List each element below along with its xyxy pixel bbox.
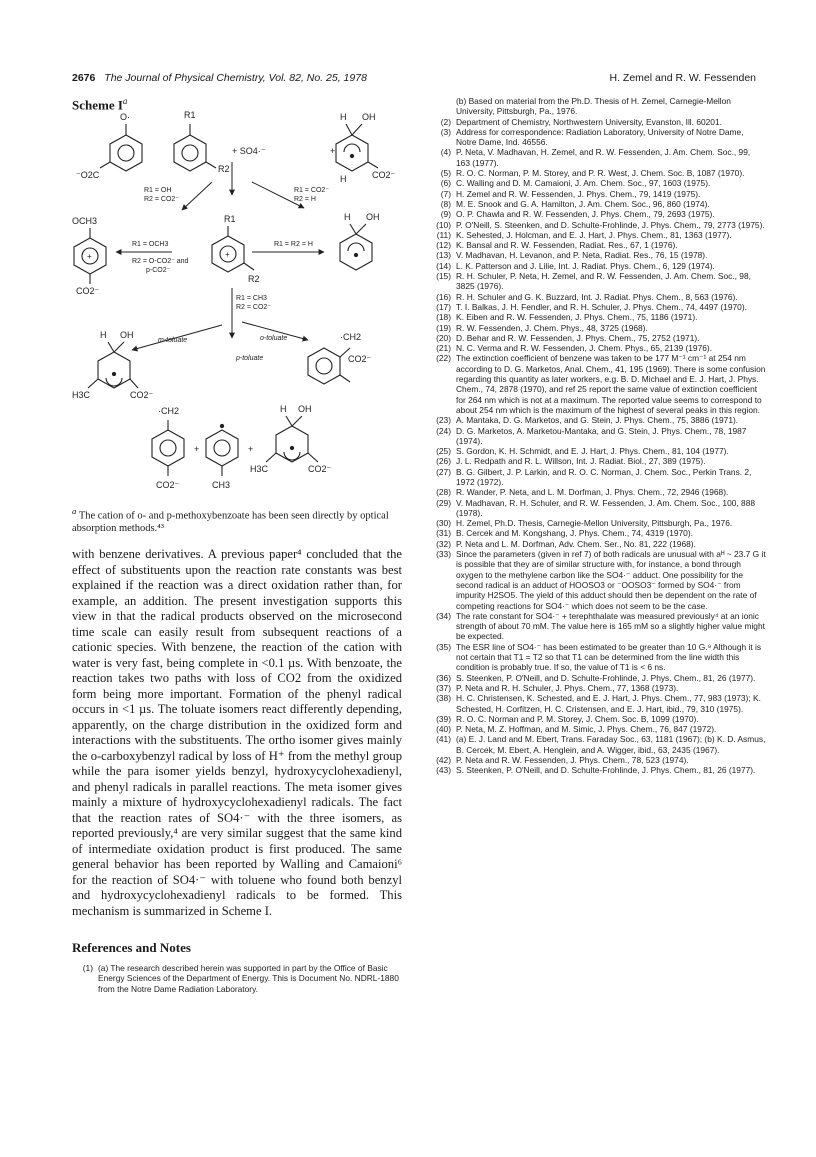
reference-text: P. Neta and R. H. Schuler, J. Phys. Chem., 77, 1368 (1973). (456, 682, 679, 693)
hydroxycyclohexadienyl-toluate-molecule (88, 342, 138, 388)
reference-item (430, 147, 766, 168)
arrow-to-left-top (182, 182, 212, 210)
r2-label-top: R2 (218, 164, 230, 174)
reference-item (430, 178, 766, 188)
reference-number: (1) (82, 963, 93, 973)
h-label-top: H (340, 112, 347, 122)
o-radical-label: O· (120, 112, 130, 122)
reference-text: P. Neta, M. Z. Hoffman, and M. Simic, J. Phys. Chem., 76, 847 (1972). (456, 724, 717, 735)
reference-text: (a) E. J. Land and M. Ebert, Trans. Faraday Soc., 63, 1181 (1967); (b) K. D. Asmus, B. Cercek, M. Ebert, A. Henglein, and A. Wigger, ibid., 63, 2435 (1967). (456, 734, 766, 755)
reference-text: N. C. Verma and R. W. Fessenden, J. Chem. Phys., 65, 2139 (1976). (456, 343, 713, 354)
reference-number: (36) (436, 672, 451, 683)
carboxylate-lower-right: CO2⁻ (348, 354, 372, 364)
reference-item (430, 220, 766, 230)
carboxylate-mid-left-label: CO2⁻ (76, 286, 100, 296)
carboxylate-lower-left: CO2⁻ (130, 390, 154, 400)
reference-number: (27) (436, 466, 451, 477)
reference-number: (9) (440, 209, 451, 220)
references-list-left (72, 963, 402, 994)
arrow-to-right-top (252, 182, 304, 208)
reference-text: V. Madhavan, R. H. Schuler, and R. W. Fessenden, J. Am. Chem. Soc., 100, 888 (1978). (456, 497, 756, 518)
condition-mid-left-1: R1 = OCH3 (132, 241, 169, 248)
reference-text: (a) The research described herein was supported in part by the Office of Basic Energy Sciences of the Department of Energy. This is Document No. NDRL-1880 from the Notre Dame Radiation Laboratory. (98, 963, 399, 994)
reference-text: B. G. Gilbert, J. P. Larkin, and R. O. C. Norman, J. Chem. Soc., Perkin Trans. 2, 1972 (1972). (456, 466, 752, 487)
carboxylate-bottom-right: CO2⁻ (308, 464, 332, 474)
reference-text: H. Zemel and R. W. Fessenden, J. Phys. Chem., 79, 1419 (1975). (456, 188, 701, 199)
reference-item (72, 963, 402, 994)
reference-text: T. I. Balkas, J. H. Fendler, and R. H. Schuler, J. Phys. Chem., 74, 4497 (1970). (456, 301, 747, 312)
reference-number: (4) (440, 147, 451, 158)
reference-number: (5) (440, 168, 451, 179)
footnote-text: The cation of o- and p-methoxybenzoate has been seen directly by optical absorption methods.⁴³ (72, 510, 389, 534)
reference-item (430, 456, 766, 466)
reference-number: (37) (436, 682, 451, 693)
methyl-bottom-right: H3C (250, 464, 269, 474)
reference-number: (25) (436, 446, 451, 457)
reference-text: A. Mantaka, D. G. Marketos, and G. Stein, J. Phys. Chem., 75, 3886 (1971). (456, 415, 739, 426)
r2-label-mid: R2 (248, 274, 260, 284)
reference-item (430, 734, 766, 755)
reference-item (430, 724, 766, 734)
plus-sign-top: + (330, 146, 336, 156)
reference-item (430, 199, 766, 209)
reference-text: K. Sehested, J. Holcman, and E. J. Hart, J. Phys. Chem., 81, 1363 (1977). (456, 229, 732, 240)
oh-label-lower-left: OH (120, 330, 134, 340)
hydroxycyclohexadienyl-para-molecule (266, 416, 318, 462)
journal-citation: The Journal of Physical Chemistry, Vol. 82, No. 25, 1978 (104, 72, 367, 84)
plus-charge-left: + (87, 252, 92, 261)
reference-item (430, 611, 766, 642)
reference-text: J. L. Redpath and R. L. Willson, Int. J. Radiat. Biol., 27, 389 (1975). (456, 456, 706, 467)
reference-item (430, 518, 766, 528)
condition-top-right-1: R1 = CO2⁻ (294, 187, 330, 194)
condition-mid-right: R1 = R2 = H (274, 241, 313, 248)
reference-item (430, 230, 766, 240)
reference-item (430, 240, 766, 250)
reference-number: (30) (436, 518, 451, 529)
scheme-title: Scheme $I^a$ (72, 96, 128, 113)
plus-sign-bottom-2: + (248, 444, 254, 454)
oh-label-top: OH (362, 112, 376, 122)
condition-top-left-2: R2 = CO2⁻ (144, 196, 180, 203)
reference-text: The extinction coefficient of benzene was taken to be 177 M⁻¹ cm⁻¹ at 254 nm according to D. G. Marketos, Anal. Chem., 41, 195 (1969). There is some confusion regarding this quantity as later workers, e.g. B. D. Michael and E. J. Hart, J. Phys. Chem., 74, 2878 (1970), and ref 25 report the same value of extinction coefficient for 264 nm which is not at a maximum. The reported value seems to correspond to about 254 nm which is the maximum of the highest of several peaks in this region. (456, 353, 766, 415)
sulfate-radical-label: + SO4·⁻ (232, 146, 266, 156)
reference-number: (28) (436, 487, 451, 498)
carboxylate-top-right-label: CO2⁻ (372, 170, 396, 180)
reference-number: (20) (436, 332, 451, 343)
reference-item (430, 343, 766, 353)
reference-item (430, 539, 766, 549)
reference-text: R. W. Fessenden, J. Chem. Phys., 48, 3725 (1968). (456, 322, 648, 333)
m-toluate-label: m-toluate (158, 337, 188, 344)
reference-item (430, 312, 766, 322)
carboxybenzyl-para-molecule (152, 420, 184, 476)
cation-intermediate-molecule (212, 226, 254, 272)
methylene-radical-bottom: ·CH2 (158, 406, 180, 416)
reference-number: (16) (436, 291, 451, 302)
reference-text: P. Neta, V. Madhavan, H. Zemel, and R. W. Fessenden, J. Am. Chem. Soc., 99, 163 (1977). (456, 147, 751, 168)
plus-sign-bottom-1: + (194, 444, 200, 454)
reference-number: (23) (436, 415, 451, 426)
reference-text: K. Bansal and R. W. Fessenden, Radiat. Res., 67, 1 (1976). (456, 240, 678, 251)
reference-text: Address for correspondence: Radiation Laboratory, University of Notre Dame, Notre Dame, Ind. 46556. (456, 126, 744, 148)
reference-text: H. C. Christensen, K. Schested, and E. J. Hart, J. Phys. Chem., 77, 983 (1973); K. Schested, H. Corfitzen, H. C. Cristensen, and E. J. Hart, ibid., 79, 310 (1975). (456, 693, 761, 714)
reference-text: (b) Based on material from the Ph.D. Thesis of H. Zemel, Carnegie-Mellon University, Pittsburgh, Pa., 1976. (456, 96, 731, 117)
reference-number: (15) (436, 271, 451, 282)
reference-number: (8) (440, 198, 451, 209)
reference-text: Since the parameters (given in ref 7) of both radicals are unusual with aᴴ ~ 23.7 G it is possible that they are of similar structure with, for instance, a bond through oxygen to the methylene carbon like the SO4·⁻ adduct. One possibility for the second radical is an adduct of HOOSO3 or ⁻OOSO3⁻ formed by SO4·⁻ from impurity H2SO5. The yield of this adduct should then be dependent on the rate of competing reactions for SO4·⁻ which does not seem to be the case. (456, 549, 766, 611)
reference-text: B. Cercek and M. Kongshang, J. Phys. Chem., 74, 4319 (1970). (456, 528, 693, 539)
reference-item (430, 189, 766, 199)
reference-item (430, 683, 766, 693)
reference-item (430, 323, 766, 333)
methylene-radical-lower-right: ·CH2 (340, 332, 362, 342)
reference-number: (41) (436, 734, 451, 745)
reference-text: S. Gordon, K. H. Schmidt, and E. J. Hart, J. Phys. Chem., 81, 104 (1977). (456, 446, 729, 457)
reference-text: The rate constant for SO4·⁻ + terephthalate was measured previously⁴ at an ionic strength of about 70 mM. The value here is 165 mM so a slightly higher value might be expected. (456, 610, 765, 642)
reference-item (430, 498, 766, 519)
reference-text: D. G. Marketos, A. Marketou-Mantaka, and G. Stein, J. Phys. Chem., 78, 1987 (1974). (456, 425, 747, 446)
reference-number: (38) (436, 693, 451, 704)
reference-text: The ESR line of SO4·⁻ has been estimated to be greater than 10 G.⁹ Although it is not certain that T1 = T2 so that T1 can be determined from the line width this condition is probably true. If so, the value of T1 is < 6 ns. (456, 641, 762, 673)
r1-label-top: R1 (184, 110, 196, 120)
reference-text: P. Neta and L. M. Dorfman, Adv. Chem. Ser., No. 81, 222 (1968). (456, 538, 696, 549)
o-toluate-label: o-toluate (260, 335, 288, 342)
reference-text: P. O'Neill, S. Steenken, and D. Schulte-Frohlinde, J. Phys. Chem., 79, 2773 (1975). (456, 219, 765, 230)
reference-number: (39) (436, 713, 451, 724)
reference-item (430, 292, 766, 302)
methyl-lower-left: H3C (72, 390, 91, 400)
reference-item (430, 117, 766, 127)
reference-text: H. Zemel, Ph.D. Thesis, Carnegie-Mellon University, Pittsburgh, Pa., 1976. (456, 518, 733, 529)
reference-item (430, 426, 766, 447)
reference-text: O. P. Chawla and R. W. Fessenden, J. Phys. Chem., 79, 2693 (1975). (456, 209, 715, 220)
reference-item (430, 446, 766, 456)
reference-item (430, 755, 766, 765)
reference-number: (13) (436, 250, 451, 261)
reference-number: (10) (436, 219, 451, 230)
reference-text: R. H. Schuler and G. K. Buzzard, Int. J. Radiat. Phys. Chem., 8, 563 (1976). (456, 291, 738, 302)
reference-number: (21) (436, 343, 451, 354)
reference-item (430, 467, 766, 488)
reference-number: (40) (436, 724, 451, 735)
h-label-top-lower: H (340, 174, 347, 184)
reference-item (430, 302, 766, 312)
reference-item (430, 168, 766, 178)
reference-text: R. H. Schuler, P. Neta, H. Zemel, and R. W. Fessenden, J. Am. Chem. Soc., 98, 3825 (1976). (456, 271, 751, 292)
reference-item (430, 693, 766, 714)
reference-number: (42) (436, 755, 451, 765)
reference-text: M. E. Snook and G. A. Hamilton, J. Am. Chem. Soc., 96, 860 (1974). (456, 198, 710, 209)
phenolate-carboxylate-molecule (100, 124, 142, 171)
p-toluate-label: p-toluate (236, 355, 264, 362)
reference-number: (24) (436, 425, 451, 436)
reference-item (430, 765, 766, 775)
methyl-bottom-center: CH3 (212, 480, 231, 490)
reference-number: (35) (436, 641, 451, 652)
reference-text: P. Neta and R. W. Fessenden, J. Phys. Chem., 78, 523 (1974). (456, 755, 689, 765)
carboxybenzyl-radical-molecule (308, 348, 350, 384)
reference-item (430, 127, 766, 148)
reference-number: (26) (436, 456, 451, 467)
reference-text: C. Walling and D. M. Camaioni, J. Am. Chem. Soc., 97, 1603 (1975). (456, 178, 711, 189)
reference-text: S. Steenken, P. O'Neill, and D. Schulte-Frohlinde, J. Phys. Chem., 81, 26 (1977). (456, 765, 756, 776)
reference-item (430, 250, 766, 260)
reference-item (430, 487, 766, 497)
h-label-lower-left: H (100, 330, 107, 340)
h-label-mid-right: H (344, 212, 351, 222)
footnote-mark: a (72, 506, 77, 516)
plus-charge-center: + (225, 250, 230, 259)
hydroxycyclohexadienyl-molecule (340, 224, 372, 270)
carboxylate-bottom-left: CO2⁻ (156, 480, 180, 490)
reference-text: S. Steenken, P. O'Neill, and D. Schulte-Frohlinde, J. Phys. Chem., 81, 26 (1977). (456, 672, 756, 683)
scheme-footnote (72, 505, 402, 535)
page-number: 2676 (72, 72, 96, 84)
reference-number: (17) (436, 301, 451, 312)
reference-number: (3) (440, 126, 451, 137)
h-label-bottom: H (280, 404, 287, 414)
reference-item (430, 261, 766, 271)
reference-text: V. Madhavan, H. Levanon, and P. Neta, Radiat. Res., 76, 15 (1978). (456, 250, 708, 261)
reference-number: (2) (440, 116, 451, 127)
reference-item (430, 528, 766, 538)
reference-number: (34) (436, 610, 451, 621)
running-header-authors: H. Zemel and R. W. Fessenden (609, 72, 756, 84)
reaction-scheme-diagram (72, 100, 402, 500)
reference-item (430, 353, 766, 415)
condition-mid-left-2: R2 = O-CO2⁻ and (132, 258, 189, 265)
oh-label-mid-right: OH (366, 212, 380, 222)
condition-mid-2: R2 = CO2⁻ (236, 304, 272, 311)
reference-text: D. Behar and R. W. Fessenden, J. Phys. Chem., 75, 2752 (1971). (456, 332, 700, 343)
reference-number: (43) (436, 765, 451, 776)
reference-number: (19) (436, 322, 451, 333)
reference-number: (31) (436, 528, 451, 539)
reference-text: R. Wander, P. Neta, and L. M. Dorfman, J. Phys. Chem., 72, 2946 (1968). (456, 487, 729, 498)
reference-item (430, 642, 766, 673)
reference-number: (6) (440, 178, 451, 189)
methoxy-label: OCH3 (72, 216, 98, 226)
reference-text: R. O. C. Norman and P. M. Storey, J. Chem. Soc. B, 1099 (1970). (456, 713, 699, 724)
reference-text: L. K. Patterson and J. Lilie, Int. J. Radiat. Phys. Chem., 6, 129 (1974). (456, 260, 715, 271)
reference-item (430, 209, 766, 219)
hydroxycyclohexadienyl-carboxylate-molecule (336, 124, 378, 171)
reference-text: R. O. C. Norman, P. M. Storey, and P. R. West, J. Chem. Soc. B, 1087 (1970). (456, 168, 745, 179)
reference-item (430, 673, 766, 683)
reference-number: (11) (436, 229, 451, 240)
reference-number: (7) (440, 188, 451, 199)
reference-number: (32) (436, 538, 451, 549)
reference-item (430, 333, 766, 343)
reference-text: Department of Chemistry, Northwestern University, Evanston, Ill. 60201. (456, 116, 722, 127)
condition-top-left-1: R1 = OH (144, 187, 172, 194)
carboxylate-left-label: ⁻O2C (76, 170, 100, 180)
r1-label-mid: R1 (224, 214, 236, 224)
condition-top-right-2: R2 = H (294, 196, 316, 203)
reference-number: (33) (436, 549, 451, 560)
reference-number: (12) (436, 240, 451, 251)
reference-text: K. Eiben and R. W. Fessenden, J. Phys. Chem., 75, 1186 (1971). (456, 312, 698, 323)
substituted-benzene-molecule (174, 124, 216, 171)
reference-number: (14) (436, 260, 451, 271)
references-list-right (430, 96, 766, 776)
reference-item (430, 415, 766, 425)
condition-mid-1: R1 = CH3 (236, 295, 267, 302)
reference-number: (22) (436, 353, 451, 364)
references-heading: References and Notes (72, 940, 191, 955)
reference-item (430, 714, 766, 724)
reference-item (430, 271, 766, 292)
phenyl-radical-molecule (206, 424, 238, 476)
condition-mid-left-3: p-CO2⁻ (146, 267, 171, 274)
reference-number: (18) (436, 312, 451, 323)
reference-item (430, 96, 766, 117)
oh-label-bottom: OH (298, 404, 312, 414)
reference-number: (29) (436, 497, 451, 508)
reference-item (430, 549, 766, 611)
running-header-left (72, 72, 367, 84)
body-paragraph: with benzene derivatives. A previous paper⁴ concluded that the effect of substituents upon the reaction rate constants was best explained if the reaction was a direct oxidation rather than, for example, an addition. The present investigation supports this view in that the radical products observed on the microsecond time scale can easily result from subsequent reactions of a cationic species. With benzene, the reaction of the cation with water is very fast, being complete in <0.1 µs. With benzoate, the reaction takes two paths with loss of CO2 from the oxidized form being more important. Formation of the phenyl radical occurs in <1 µs. The toluate isomers react differently depending, apparently, on the charge distribution in the oxidized form and interactions with the substituents. The ortho isomer gives mainly the o-carboxybenzyl radical by loss of H⁺ from the methyl group while the para isomer yields benzyl, hydroxycyclohexadienyl, and phenyl radicals in parallel reactions. The meta isomer gives mainly a mixture of hydroxycyclohexadienyl radicals. The fact that the reaction rates of SO4·⁻ with the three isomers, as reported previously,⁴ are very similar suggest that the same kind of intermediate oxidation product is first produced. The same general behavior has been reported by Walling and Camaioni⁶ for the reaction of SO4·⁻ with toluene who found both benzyl and hydroxycyclohexadienyl radicals to be formed. This mechanism is summarized in Scheme I. (72, 547, 402, 918)
